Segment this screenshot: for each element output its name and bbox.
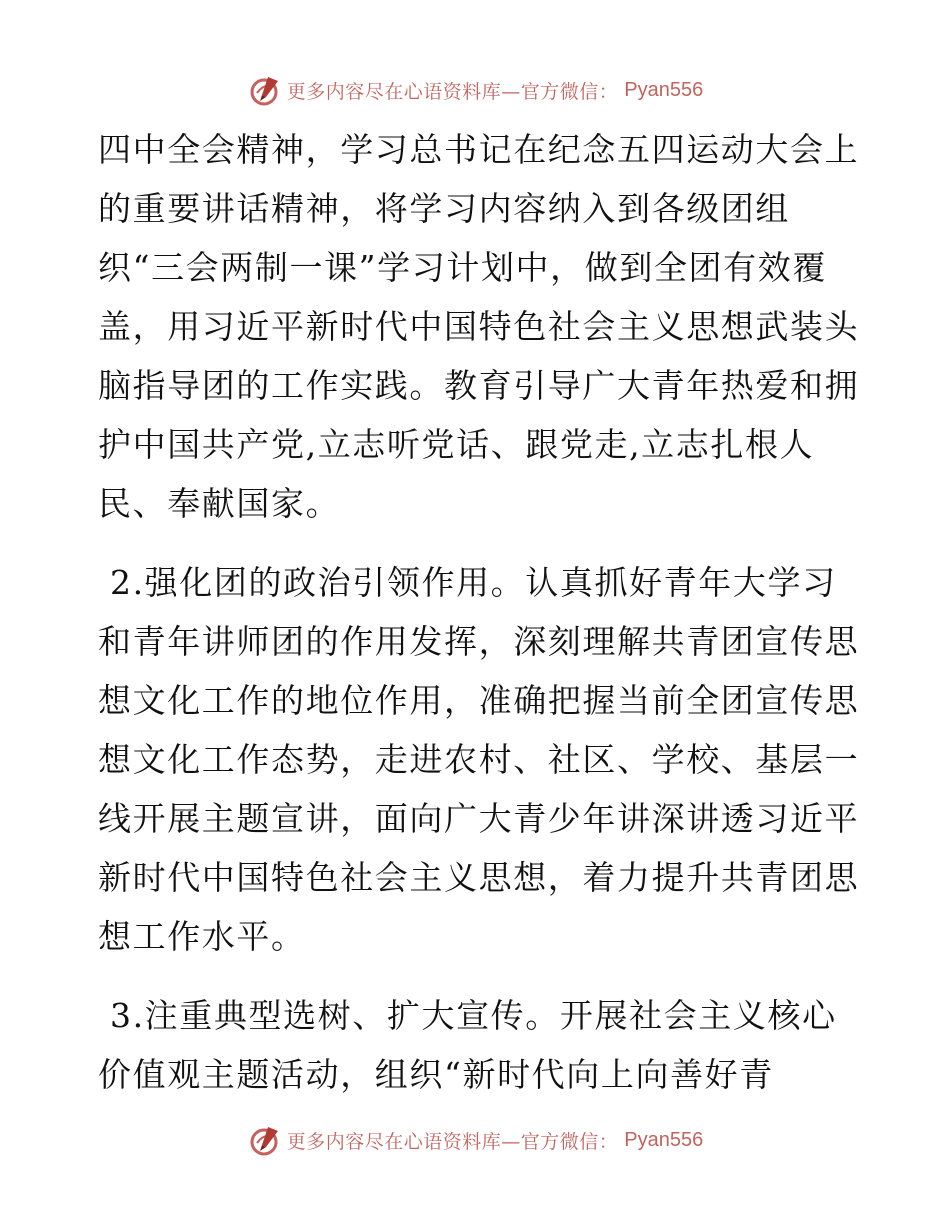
text-line: 2.强化团的政治引领作用。认真抓好青年大学习 <box>110 563 837 602</box>
text-line: 四中全会精神，学习总书记在纪念五四运动大会上 <box>98 130 860 169</box>
text-line: 织“三会两制一课”学习计划中，做到全团有效覆 <box>98 248 827 287</box>
text-line: 脑指导团的工作实践。教育引导广大青年热爱和拥 <box>98 366 860 405</box>
text-line: 的重要讲话精神，将学习内容纳入到各级团组 <box>98 189 790 228</box>
text-line: 和青年讲师团的作用发挥，深刻理解共青团宣传思 <box>98 622 860 661</box>
text-line: 护中国共产党,立志听党话、跟党走,立志扎根人 <box>98 425 815 464</box>
pen-logo-icon <box>247 73 281 107</box>
text-line: 想文化工作的地位作用，准确把握当前全团宣传思 <box>98 681 860 720</box>
text-line: 新时代中国特色社会主义思想，着力提升共青团思 <box>98 858 860 897</box>
text-line: 民、奉献国家。 <box>98 484 341 523</box>
document-body <box>98 120 858 1104</box>
header-watermark <box>0 70 950 110</box>
pen-logo-icon <box>247 1123 281 1157</box>
paragraph <box>98 553 858 966</box>
text-line: 想文化工作态势，走进农村、社区、学校、基层一 <box>98 740 860 779</box>
watermark-wechat-id: Pyan556 <box>624 1128 704 1151</box>
text-line: 价值观主题活动，组织“新时代向上向善好青 <box>98 1055 774 1094</box>
watermark-text: 更多内容尽在心语资料库—官方微信： <box>286 80 619 103</box>
text-line: 盖，用习近平新时代中国特色社会主义思想武装头 <box>98 307 860 346</box>
watermark-wechat-id: Pyan556 <box>624 78 704 101</box>
paragraph <box>98 986 858 1104</box>
watermark-text: 更多内容尽在心语资料库—官方微信： <box>286 1130 619 1153</box>
text-line: 想工作水平。 <box>98 917 306 956</box>
text-line: 线开展主题宣讲，面向广大青少年讲深讲透习近平 <box>98 799 860 838</box>
paragraph <box>98 120 858 533</box>
text-line: 3.注重典型选树、扩大宣传。开展社会主义核心 <box>110 996 837 1035</box>
footer-watermark <box>0 1120 950 1160</box>
